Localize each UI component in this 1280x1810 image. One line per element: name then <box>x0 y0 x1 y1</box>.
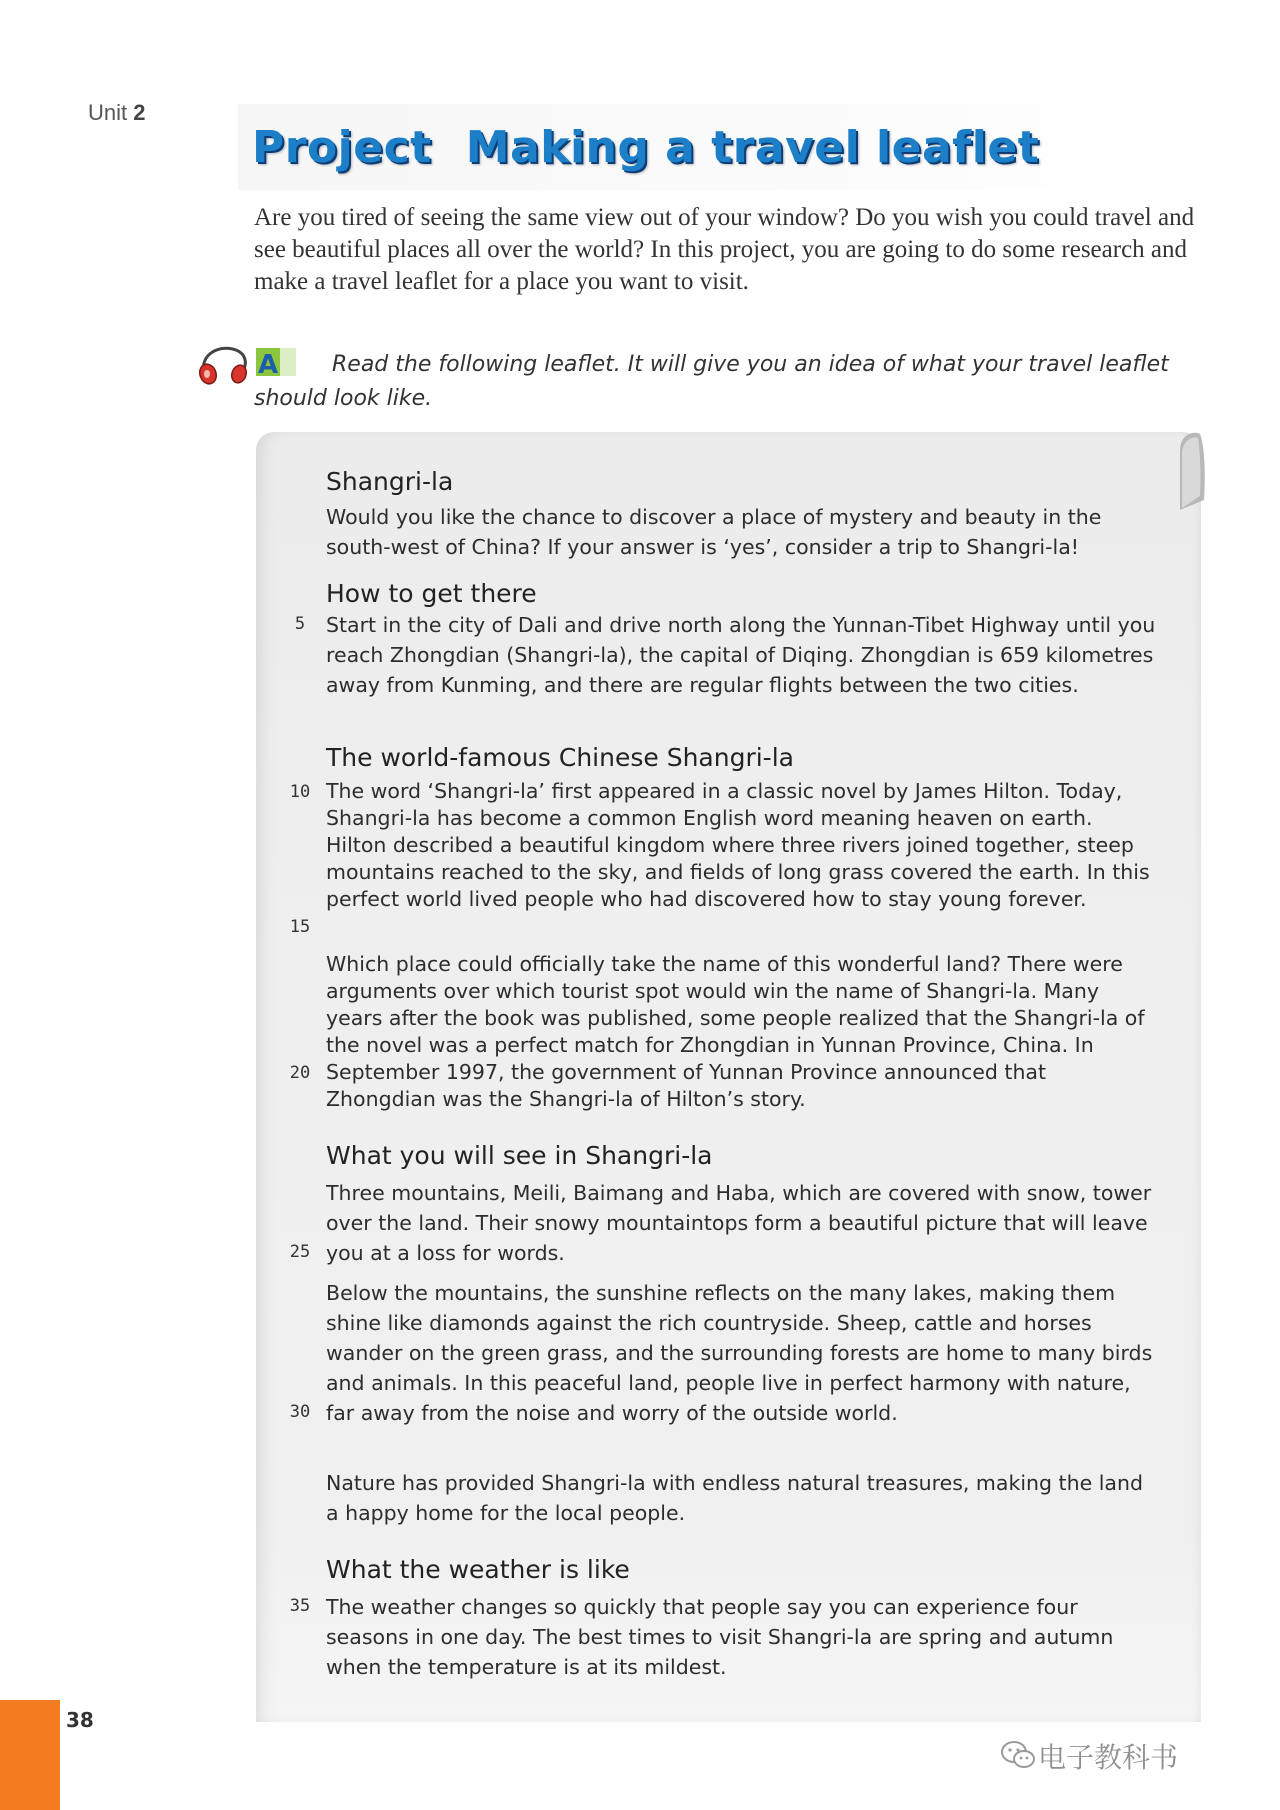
title-project: Project <box>252 122 432 173</box>
intro-paragraph: Are you tired of seeing the same view out of your window? Do you wish you could travel and see beautiful places all over the world? In this project, you are going to do some research and make a travel leaflet for a place you want to visit. <box>254 204 1195 295</box>
unit-label: Unit 2 <box>88 100 146 125</box>
line-number: 10 <box>289 782 311 802</box>
page-title <box>252 122 1039 173</box>
section-text-world-famous-1: The word ‘Shangri-la’ first appeared in a classic novel by James Hilton. Today, Shangri-la has become a common English word meaning heaven on earth. Hilton described a beautiful kingdom where three rivers joined together, steep mountains reached to the sky, and fields of long grass covered the earth. In this perfect world lived people who had discovered how to stay young forever. <box>326 779 1150 911</box>
section-heading-weather: What the weather is like <box>326 1555 630 1584</box>
line-number: 25 <box>289 1242 311 1262</box>
line-number: 5 <box>294 614 306 634</box>
unit-number: 2 <box>133 100 146 125</box>
section-heading-world-famous: The world-famous Chinese Shangri-la <box>326 743 794 772</box>
leaflet-intro: Would you like the chance to discover a place of mystery and beauty in the south-west of China? If your answer is ‘yes’, consider a trip to Shangri-la! <box>326 505 1102 559</box>
section-text-world-famous-2: Which place could officially take the name of this wonderful land? There were arguments over which tourist spot would win the name of Shangri-la. Many years after the book was published, some people realized that the Shangri-la of the novel was a perfect match for Zhongdian in Yunnan Province, China. In September 1997, the government of Yunnan Province announced that Zhongdian was the Shangri-la of Hilton’s story. <box>326 952 1145 1111</box>
line-number: 35 <box>289 1596 311 1616</box>
title-topic: Making a travel leaflet <box>465 122 1040 173</box>
headphones-icon <box>194 342 250 388</box>
task-badge-letter: A <box>257 350 279 378</box>
wechat-icon <box>1000 1740 1036 1770</box>
section-heading-what-you-will-see: What you will see in Shangri-la <box>326 1141 713 1170</box>
line-number: 20 <box>289 1063 311 1083</box>
watermark-text: 电子教科书 <box>1038 1741 1179 1774</box>
section-heading-getting-there: How to get there <box>326 579 537 608</box>
section-text-what-you-will-see-2: Below the mountains, the sunshine reflects on the many lakes, making them shine like diamonds against the rich countryside. Sheep, cattle and horses wander on the green grass, and the surrounding forests are home to many birds and animals. In this peaceful land, people live in perfect harmony with nature, far away from the noise and worry of the outside world. <box>326 1281 1153 1425</box>
section-text-what-you-will-see-3: Nature has provided Shangri-la with endless natural treasures, making the land a happy home for the local people. <box>326 1471 1143 1525</box>
page-tab <box>0 1700 60 1810</box>
section-text-weather: The weather changes so quickly that people say you can experience four seasons in one day. The best times to visit Shangri-la are spring and autumn when the temperature is at its mildest. <box>326 1595 1114 1679</box>
line-number: 30 <box>289 1402 311 1422</box>
section-text-what-you-will-see-1: Three mountains, Meili, Baimang and Haba, which are covered with snow, tower over the land. Their snowy mountaintops form a beautiful picture that will leave you at a loss for words. <box>326 1181 1152 1265</box>
page-number: 38 <box>66 1708 94 1732</box>
page-curl-icon <box>1170 430 1206 510</box>
leaflet-title: Shangri-la <box>326 467 454 496</box>
section-text-getting-there: Start in the city of Dali and drive north along the Yunnan-Tibet Highway until you reach Zhongdian (Shangri-la), the capital of Diqing. Zhongdian is 659 kilometres away from Kunming, and there are regular flights between the two cities. <box>326 613 1156 697</box>
line-number: 15 <box>289 917 311 937</box>
task-instruction: Read the following leaflet. It will give you an idea of what your travel leaflet should look like. <box>254 352 1169 411</box>
